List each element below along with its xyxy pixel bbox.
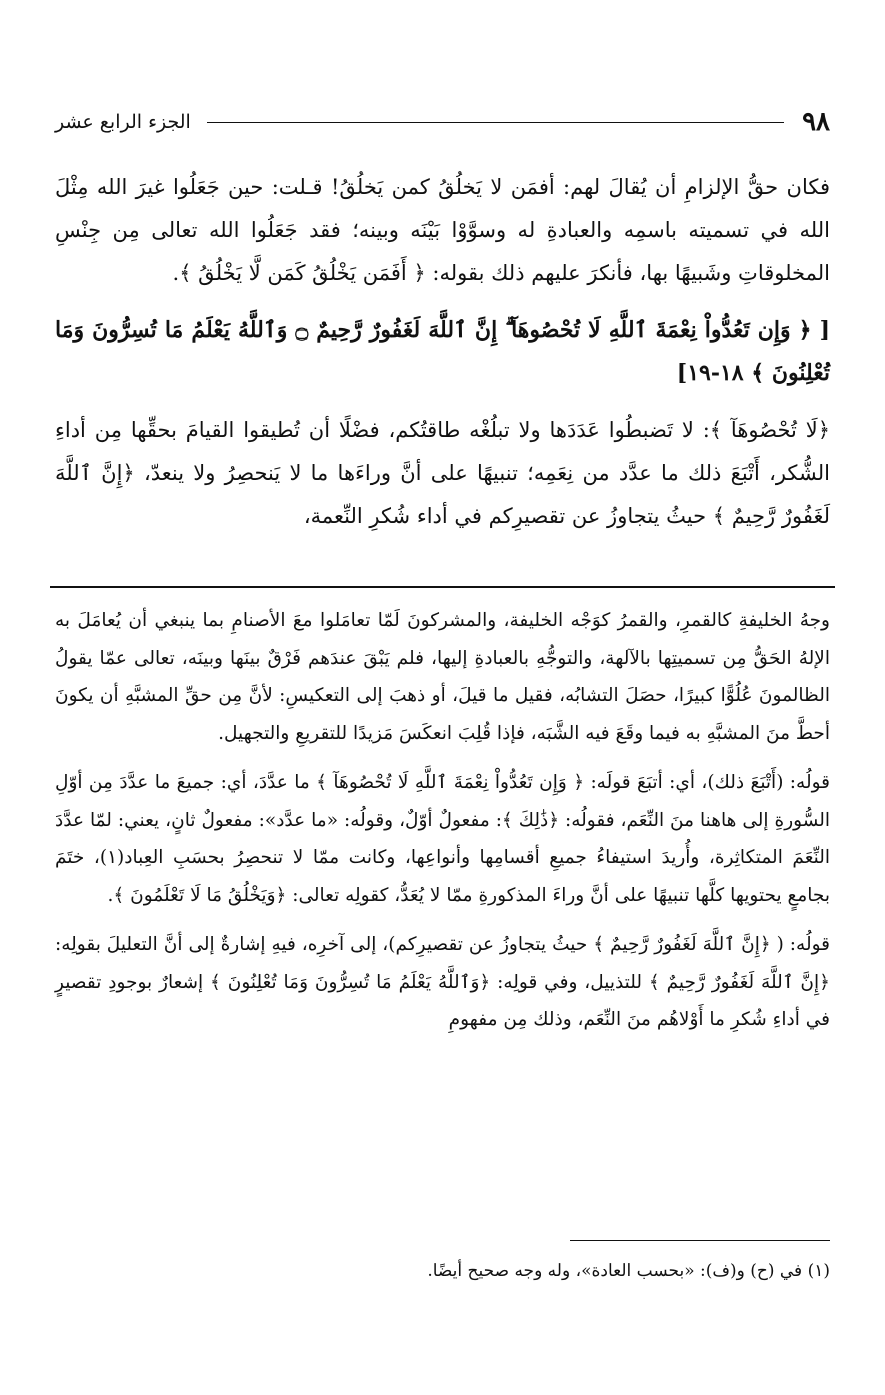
note-paragraph: وجهُ الخليفةِ كالقمرِ، والقمرُ كوَجْه الخليفة، والمشركونَ لَمّا تعامَلوا معَ الأصنامِ بما ينبغي أن يُعامَلَ به الإلهُ الحَقُّ مِن تسميتِها بالآلهة، والتوجُّهِ بالعبادةِ إليها، فلم يَبْقَ عندَهم فَرْقٌ بينَها وبينَه، تعالى عمّا يقولُ الظالمونَ عُلُوًّا كبيرًا، حصَلَ التشابُه، فقيل ما قيلَ، أو ذهبَ إلى التعكيسِ: لأنَّ مِن حقِّ المشبَّهِ أن يكونَ أحطَّ منَ المشبَّهِ به فيما وقَعَ فيه الشَّبَه، فإذا قُلِبَ انعكَسَ مَزيدًا للتقريعِ والتجهيل. bbox=[55, 610, 830, 744]
footnote-divider bbox=[570, 1240, 830, 1241]
page-number: ٩٨ bbox=[802, 107, 830, 137]
header-divider bbox=[207, 122, 784, 123]
running-title: الجزء الرابع عشر bbox=[55, 111, 191, 133]
quran-verse: [ ﴿ وَإِن تَعُدُّواْ نِعْمَةَ ٱللَّهِ لَا تُحْصُوهَآ ۗ إِنَّ ٱللَّهَ لَغَفُورٌ رَّحِيمٌ ۝ وَٱللَّهُ يَعْلَمُ مَا تُسِرُّونَ وَمَا تُعْلِنُونَ ﴾ ١٨-١٩] bbox=[55, 317, 830, 386]
page-header bbox=[55, 100, 830, 144]
commentary-paragraph: ﴿لَا تُحْصُوهَآ ﴾: لا تَضبطُوا عَدَدَها ولا تبلُغْه طاقتُكم، فضْلًا أن تُطيقوا القيامَ بحقِّها مِن أداءِ الشُّكر، أَتْبَعَ ذلك ما عدَّد من نِعَمِه؛ تنبيهًا على أنَّ وراءَها ما لا يَنحصِرُ ولا ينعدّ، ﴿إِنَّ ٱللَّهَ لَغَفُورٌ رَّحِيمٌ ﴾ حيثُ يتجاوزُ عن تقصيرِكم في أداء شُكرِ النِّعمة، bbox=[55, 418, 830, 528]
section-divider bbox=[50, 586, 835, 588]
footnote: (١) في (ح) و(ف): «بحسب العادة»، وله وجه صحيح أيضًا. bbox=[427, 1261, 830, 1281]
note-paragraph: قولُه: ( ﴿إِنَّ ٱللَّهَ لَغَفُورٌ رَّحِيمٌ ﴾ حيثُ يتجاوزُ عن تقصيرِكم)، إلى آخرِه، فيهِ إشارةٌ إلى أنَّ التعليلَ بقولِه: ﴿إِنَّ ٱللَّهَ لَغَفُورٌ رَّحِيمٌ ﴾ للتذييل، وفي قولِه: ﴿وَٱللَّهُ يَعْلَمُ مَا تُسِرُّونَ وَمَا تُعْلِنُونَ ﴾ إشعارٌ بوجودِ تقصيرٍ في أداءِ شُكرِ ما أَوْلاهُم منَ النِّعَم، وذلك مِن مفهومِ bbox=[55, 934, 830, 1030]
note-paragraph: قولُه: (أَتْبَعَ ذلك)، أي: أتبَعَ قولَه: ﴿ وَإِن تَعُدُّواْ نِعْمَةَ ٱللَّهِ لَا تُحْصُوهَآ ﴾ ما عدَّدَ، أي: جميعَ ما عدَّدَ مِن أوّلِ السُّورةِ إلى هاهنا منَ النِّعَم، فقولُه: ﴿ذَٰلِكَ ﴾: مفعولٌ أوّلٌ، وقولُه: «ما عدَّد»: مفعولٌ ثانٍ، يعني: لمّا عدَّدَ النِّعَمَ المتكاثِرة، وأُريدَ استيفاءُ جميعِ أقسامِها وأنواعِها، وكانت ممّا لا تنحصِرُ بحسَبِ العِباد(١)، ختَمَ بجامعٍ يحتويها كلَّها تنبيهًا على أنَّ وراءَ المذكورةِ ممّا لا يُعَدُّ، كقولِه تعالى: ﴿وَيَخْلُقُ مَا لَا تَعْلَمُونَ ﴾. bbox=[55, 772, 830, 906]
main-paragraph: فكان حقُّ الإلزامِ أن يُقالَ لهم: أفمَن لا يَخلُقُ كمن يَخلُقُ! قـلت: حين جَعَلُوا غيرَ الله مِثْلَ الله في تسميته باسمِه والعبادةِ له وسوَّوْا بَيْنَه وبينه؛ فقد جَعَلُوا الله تعالى مِن جِنْسِ المخلوقاتِ وشَبيهًا بها، فأنكرَ عليهم ذلك بقوله: ﴿ أَفَمَن يَخْلُقُ كَمَن لَّا يَخْلُقُ ﴾. bbox=[55, 175, 830, 285]
notes-block bbox=[55, 602, 830, 1051]
main-text-block bbox=[55, 166, 830, 552]
